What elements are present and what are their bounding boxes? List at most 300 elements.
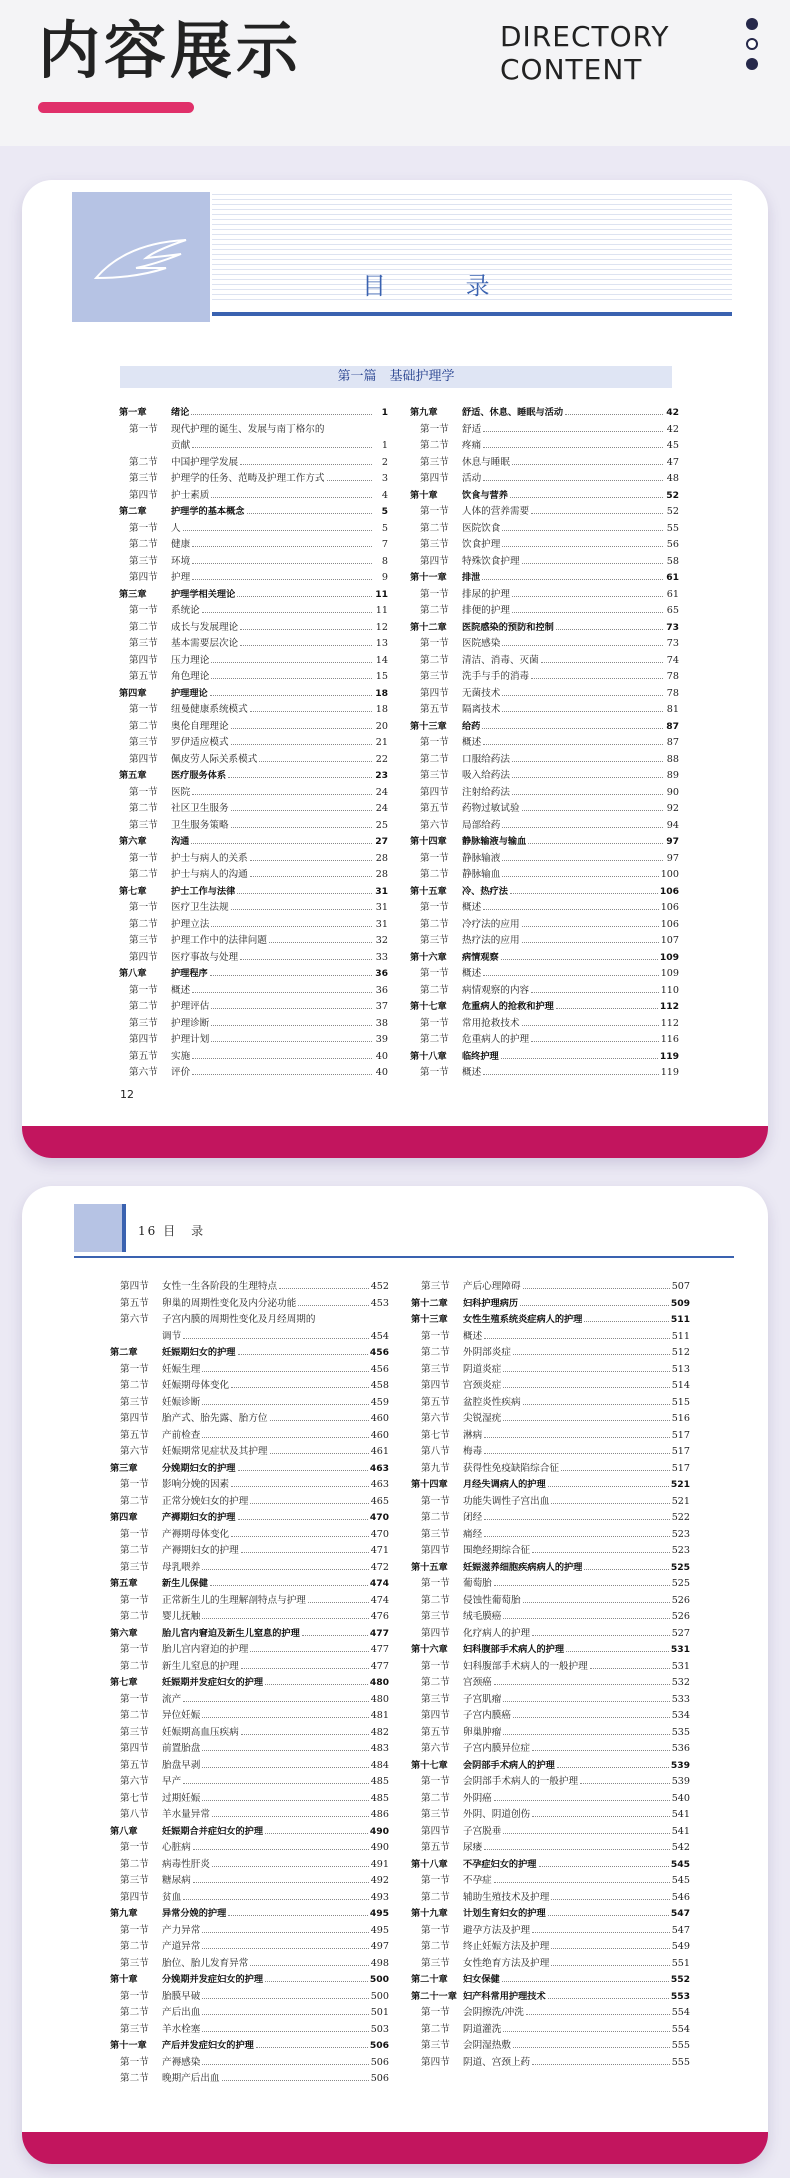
toc-page: 48	[666, 473, 679, 484]
toc-chapter-row	[110, 1972, 389, 1989]
header-rule	[74, 1256, 734, 1258]
toc-section-row	[410, 1032, 679, 1049]
toc-label: 第五节	[129, 1050, 158, 1062]
toc-title: 饮食与营养	[462, 489, 508, 501]
toc-section-row	[110, 1593, 389, 1610]
toc-section-row	[411, 1923, 690, 1940]
toc-page: 23	[375, 770, 388, 781]
toc-label: 第二节	[120, 1611, 149, 1622]
toc-title: 概述	[462, 737, 482, 748]
toc-title: 女性生殖系统炎症病人的护理	[463, 1314, 583, 1325]
toc-label: 第三节	[120, 2023, 149, 2035]
toc-chapter-row	[110, 1626, 389, 1643]
toc-title: 获得性免疫缺陷综合征	[463, 1462, 559, 1474]
toc-label: 第十三章	[411, 1314, 448, 1325]
toc-section-row	[410, 900, 679, 917]
toc-page: 495	[370, 1924, 389, 1936]
toc-leader	[241, 1552, 369, 1553]
toc-label: 第十七章	[411, 1759, 448, 1771]
toc-page: 459	[370, 1396, 389, 1408]
toc-title: 注射给药法	[462, 786, 510, 798]
toc-page: 525	[670, 1561, 690, 1573]
toc-label: 第四节	[129, 572, 158, 583]
toc-label: 第一节	[421, 1495, 450, 1507]
toc-leader	[265, 1981, 368, 1982]
toc-page: 453	[370, 1297, 389, 1309]
toc-title: 活动	[462, 473, 482, 484]
toc-label: 第四节	[420, 473, 449, 484]
toc-section-row	[119, 488, 388, 505]
toc-title: 护理	[171, 572, 191, 583]
toc-section-row	[119, 818, 388, 835]
toc-title: 实施	[171, 1050, 191, 1062]
pager-dot	[746, 58, 758, 70]
toc-section-row	[110, 1873, 389, 1890]
toc-section-row	[119, 537, 388, 554]
toc-page: 58	[666, 555, 679, 567]
toc-leader	[269, 942, 372, 943]
toc-leader	[231, 728, 372, 729]
toc-title: 新生儿保健	[162, 1578, 208, 1589]
part-title: 第一篇 基础护理学	[120, 366, 672, 388]
toc-leader	[250, 876, 372, 877]
toc-leader	[482, 728, 663, 729]
toc-page: 500	[369, 1974, 389, 1985]
toc-page: 119	[660, 1067, 679, 1078]
toc-leader	[484, 1453, 670, 1454]
toc-title: 危重病人的护理	[462, 1034, 530, 1045]
toc-label: 第六节	[129, 1067, 158, 1078]
toc-title: 正常分娩妇女的护理	[162, 1495, 249, 1507]
toc-page: 525	[671, 1578, 690, 1589]
toc-label: 第三节	[421, 1363, 450, 1375]
toc-title: 护理工作中的法律问题	[171, 935, 267, 946]
toc-page: 554	[671, 2007, 690, 2018]
toc-leader	[503, 1387, 669, 1388]
toc-title: 洗手与手的消毒	[462, 671, 530, 682]
toc-title: 局部给药	[462, 819, 501, 831]
toc-section-row	[411, 1791, 690, 1808]
toc-label: 第二节	[120, 1660, 149, 1672]
toc-leader	[531, 678, 663, 679]
toc-section-row	[110, 1807, 389, 1824]
toc-label: 第三节	[129, 473, 158, 484]
toc-section-row	[119, 851, 388, 868]
toc-chapter-row	[411, 1758, 690, 1775]
toc-page: 28	[375, 852, 388, 864]
toc-page: 452	[370, 1281, 389, 1292]
toc-title: 胎产式、胎先露、胎方位	[162, 1413, 268, 1424]
toc-label: 第四节	[420, 786, 449, 798]
toc-label: 第四节	[129, 1034, 158, 1045]
toc-label: 第一节	[420, 506, 449, 517]
toc-leader	[502, 546, 663, 547]
toc-leader	[270, 1453, 369, 1454]
toc-section-row	[110, 1444, 389, 1461]
toc-section-row	[110, 1857, 389, 1874]
toc-leader	[532, 1932, 670, 1933]
toc-section-row	[110, 1939, 389, 1956]
toc-title: 概述	[462, 902, 482, 913]
toc-section-row	[411, 1576, 690, 1593]
toc-page: 461	[370, 1446, 389, 1457]
toc-label: 第三节	[129, 638, 158, 649]
toc-title: 医院	[171, 786, 191, 798]
toc-leader	[548, 1998, 669, 1999]
toc-page: 526	[671, 1611, 690, 1622]
pager-dots	[746, 18, 758, 78]
toc-label: 第十七章	[410, 1001, 447, 1012]
toc-section-row	[411, 1659, 690, 1676]
book-page-2	[22, 1186, 768, 2164]
toc-title: 医院饮食	[462, 522, 501, 534]
toc-section-row	[410, 537, 679, 554]
toc-leader	[192, 1074, 372, 1075]
toc-leader	[193, 1849, 369, 1850]
toc-title: 分娩期妇女的护理	[162, 1462, 236, 1474]
toc-section-row	[119, 1065, 388, 1082]
toc-label: 第一节	[420, 737, 449, 748]
toc-label: 第二节	[129, 456, 158, 468]
toc-title: 病毒性肝炎	[162, 1858, 210, 1870]
toc-page: 554	[671, 2023, 690, 2035]
toc-label: 第二章	[110, 1347, 138, 1358]
toc-leader	[483, 744, 663, 745]
toc-page: 78	[666, 671, 679, 682]
toc-label: 第二节	[129, 621, 158, 633]
toc-label: 第一节	[420, 852, 449, 864]
toc-page: 555	[671, 2040, 690, 2051]
toc-title: 月经失调病人的护理	[463, 1479, 546, 1490]
toc-page: 456	[369, 1347, 389, 1358]
toc-section-row	[411, 2055, 690, 2072]
toc-title: 妊娠期常见症状及其护理	[162, 1446, 268, 1457]
toc-title: 影响分娩的因素	[162, 1479, 230, 1490]
toc-leader	[202, 1618, 368, 1619]
toc-label: 第二节	[120, 1545, 149, 1556]
toc-section-row	[410, 966, 679, 983]
toc-title: 妊娠期母体变化	[162, 1380, 230, 1391]
toc-section-row	[110, 1411, 389, 1428]
toc-page: 33	[375, 951, 388, 963]
toc-title: 静脉输液	[462, 852, 501, 864]
toc-page: 545	[670, 1858, 690, 1870]
toc-leader	[211, 662, 372, 663]
toc-page: 555	[671, 2056, 690, 2068]
toc-title: 产褥期妇女的护理	[162, 1545, 239, 1556]
toc-title: 产褥期妇女的护理	[162, 1512, 236, 1523]
toc-page: 506	[370, 2056, 389, 2068]
toc-label: 第十九章	[411, 1908, 448, 1919]
toc-section-row	[110, 1279, 389, 1296]
toc-leader	[202, 1404, 368, 1405]
toc-leader	[526, 2014, 670, 2015]
toc-page: 107	[660, 935, 679, 946]
pager-dot	[746, 18, 758, 30]
toc-label: 第一节	[421, 2007, 450, 2018]
wing-logo-icon	[86, 238, 196, 288]
toc-title: 健康	[171, 539, 191, 550]
toc-page: 481	[370, 1710, 389, 1721]
toc-page: 549	[671, 1941, 690, 1952]
toc-title: 产前检查	[162, 1429, 201, 1441]
toc-title: 外阴、阴道创伤	[463, 1809, 531, 1820]
toc-leader	[522, 926, 659, 927]
toc-page: 92	[666, 803, 679, 814]
toc-leader	[520, 1305, 669, 1306]
toc-label: 第三节	[129, 555, 158, 567]
toc-label: 第五节	[420, 803, 449, 814]
toc-leader	[240, 629, 372, 630]
toc-leader	[483, 431, 663, 432]
toc-section-row	[110, 1725, 389, 1742]
toc-section-row	[410, 851, 679, 868]
toc-section-row	[110, 1708, 389, 1725]
toc-section-row	[410, 785, 679, 802]
toc-leader	[247, 513, 373, 514]
toc-title: 医院感染	[462, 638, 501, 649]
toc-leader	[503, 1420, 669, 1421]
toc-label: 第四节	[120, 1743, 149, 1754]
toc-leader	[192, 1058, 372, 1059]
toc-title: 特殊饮食护理	[462, 555, 520, 567]
toc-title: 调节	[162, 1330, 182, 1342]
toc-title: 阴道、宫颈上药	[463, 2056, 531, 2068]
toc-leader	[202, 1932, 368, 1933]
toc-leader	[590, 1668, 670, 1669]
toc-title: 会阴擦洗/冲洗	[463, 2007, 524, 2018]
toc-title: 子宫内膜的周期性变化及月经周期的	[162, 1314, 316, 1325]
toc-page: 31	[375, 918, 388, 930]
toc-section-row	[410, 587, 679, 604]
toc-leader	[231, 1387, 369, 1388]
toc-page: 106	[660, 918, 679, 930]
toc-page: 106	[659, 885, 679, 897]
toc-columns	[119, 405, 679, 1082]
toc-title: 胎膜早破	[162, 1990, 201, 2002]
toc-leader	[494, 1585, 670, 1586]
toc-section-row	[410, 686, 679, 703]
toc-title: 成长与发展理论	[171, 621, 239, 633]
toc-section-row	[411, 1362, 690, 1379]
toc-leader	[522, 942, 659, 943]
toc-leader	[231, 909, 372, 910]
toc-title: 中国护理学发展	[171, 456, 239, 468]
toc-title: 功能失调性子宫出血	[463, 1495, 550, 1507]
toc-label: 第一节	[120, 2056, 149, 2068]
toc-leader	[279, 1288, 369, 1289]
toc-page: 90	[666, 786, 679, 798]
toc-title: 异常分娩的护理	[162, 1908, 227, 1919]
toc-page: 25	[375, 819, 388, 831]
header-english	[500, 20, 669, 86]
toc-page: 38	[375, 1017, 388, 1029]
toc-leader	[241, 1734, 369, 1735]
toc-label: 第三节	[120, 1957, 149, 1969]
toc-page: 109	[659, 951, 679, 963]
toc-page: 78	[666, 687, 679, 699]
toc-page: 97	[666, 852, 679, 864]
toc-section-row	[119, 554, 388, 571]
toc-title: 围绝经期综合征	[463, 1545, 531, 1556]
toc-title: 子宫内膜异位症	[463, 1743, 531, 1754]
toc-label: 第三节	[421, 1611, 450, 1622]
toc-section-row	[410, 1016, 679, 1033]
toc-page: 18	[375, 687, 388, 699]
toc-title: 人	[171, 522, 181, 534]
toc-page: 506	[369, 2040, 389, 2051]
toc-page: 4	[381, 489, 388, 501]
toc-title: 产后心理障碍	[463, 1281, 521, 1292]
toc-label: 第八节	[120, 1809, 149, 1820]
toc-page: 477	[369, 1627, 389, 1639]
toc-label: 第三章	[110, 1462, 138, 1474]
toc-title: 产道异常	[162, 1941, 201, 1952]
toc-leader	[483, 1074, 659, 1075]
toc-label: 第一节	[420, 1067, 449, 1078]
toc-title: 静脉输液与输血	[462, 836, 527, 847]
toc-label: 第一节	[420, 902, 449, 913]
toc-section-row	[411, 2005, 690, 2022]
toc-title: 护理学相关理论	[171, 588, 236, 600]
toc-title: 妇科腹部手术病人的一般护理	[463, 1660, 588, 1672]
toc-section-row	[119, 471, 388, 488]
toc-section-row	[410, 917, 679, 934]
toc-title: 羊水栓塞	[162, 2023, 201, 2035]
toc-leader	[551, 1899, 669, 1900]
toc-label: 第六节	[120, 1776, 149, 1787]
toc-label: 第一节	[120, 1693, 149, 1705]
toc-label: 第二节	[129, 1001, 158, 1012]
toc-label: 第二节	[420, 522, 449, 534]
toc-title: 病情观察的内容	[462, 984, 530, 996]
toc-section-row	[119, 801, 388, 818]
toc-section-row	[119, 636, 388, 653]
toc-title: 概述	[463, 1330, 483, 1342]
toc-title: 盆腔炎性疾病	[463, 1396, 521, 1408]
toc-label: 第二节	[420, 918, 449, 930]
toc-section-row	[110, 1543, 389, 1560]
toc-title: 流产	[162, 1693, 182, 1705]
toc-title: 妇女保健	[463, 1974, 500, 1985]
toc-title: 基本需要层次论	[171, 638, 239, 649]
toc-section-row	[410, 768, 679, 785]
toc-page: 517	[671, 1446, 690, 1457]
toc-leader	[202, 1371, 368, 1372]
toc-page: 480	[370, 1693, 389, 1705]
toc-title: 护士工作与法律	[171, 885, 236, 897]
toc-page: 486	[370, 1809, 389, 1820]
toc-leader	[211, 497, 372, 498]
toc-leader	[512, 794, 663, 795]
toc-label: 第一节	[421, 1660, 450, 1672]
toc-leader	[265, 1833, 368, 1834]
toc-page: 483	[370, 1743, 389, 1754]
toc-section-row	[411, 1279, 690, 1296]
toc-section-row	[119, 455, 388, 472]
toc-leader	[241, 1668, 369, 1669]
toc-section-row	[410, 867, 679, 884]
toc-label: 第一节	[421, 1578, 450, 1589]
toc-label: 第二节	[421, 1677, 450, 1688]
toc-page: 5	[381, 506, 388, 517]
toc-section-row	[410, 1065, 679, 1082]
toc-title: 过期妊娠	[162, 1792, 201, 1804]
toc-page: 491	[370, 1858, 389, 1870]
toc-page: 24	[375, 803, 388, 814]
toc-section-row	[119, 867, 388, 884]
toc-title: 化疗病人的护理	[463, 1627, 531, 1639]
toc-section-row	[119, 785, 388, 802]
toc-label: 第三节	[420, 456, 449, 468]
toc-chapter-row	[410, 950, 679, 967]
toc-section-row	[410, 653, 679, 670]
toc-section-row	[110, 1989, 389, 2006]
toc-label: 第二节	[129, 869, 158, 880]
toc-label: 第三节	[129, 737, 158, 748]
toc-section-row	[411, 1873, 690, 1890]
toc-page: 74	[666, 654, 679, 666]
toc-page: 97	[666, 836, 679, 847]
toc-section-row	[411, 1890, 690, 1907]
toc-page: 531	[670, 1644, 690, 1655]
toc-page: 7	[381, 539, 388, 550]
toc-leader	[237, 893, 372, 894]
toc-title: 概述	[462, 968, 482, 979]
toc-label: 第一节	[129, 704, 158, 715]
toc-label: 第四节	[120, 1413, 149, 1424]
toc-leader	[240, 645, 372, 646]
toc-chapter-row	[411, 1312, 690, 1329]
toc-label: 第三节	[120, 1875, 149, 1886]
toc-section-row	[410, 438, 679, 455]
toc-section-row	[411, 1593, 690, 1610]
toc-title: 贡献	[171, 440, 191, 451]
header-en-line1: DIRECTORY	[500, 20, 670, 53]
toc-title: 系统论	[171, 605, 200, 616]
toc-leader	[191, 414, 372, 415]
toc-label: 第三节	[421, 1281, 450, 1292]
toc-section-row	[410, 801, 679, 818]
toc-section-row	[410, 735, 679, 752]
toc-leader	[494, 1882, 670, 1883]
toc-label: 第七节	[120, 1792, 149, 1804]
toc-page: 517	[671, 1462, 690, 1474]
toc-section-row	[119, 1016, 388, 1033]
toc-leader	[501, 959, 658, 960]
toc-section-row	[119, 933, 388, 950]
toc-label: 第四节	[129, 951, 158, 963]
toc-leader	[503, 1618, 669, 1619]
toc-leader	[523, 1602, 670, 1603]
toc-leader	[565, 414, 663, 415]
toc-label: 第一节	[421, 1924, 450, 1936]
toc-chapter-row	[110, 1510, 389, 1527]
toc-title: 护士素质	[171, 489, 210, 501]
toc-leader	[210, 975, 372, 976]
toc-title: 产后出血	[162, 2007, 201, 2018]
toc-label: 第四节	[421, 1380, 450, 1391]
toc-leader	[501, 1058, 658, 1059]
toc-label: 第五节	[420, 704, 449, 715]
toc-page: 495	[369, 1908, 389, 1919]
toc-title: 医疗服务体系	[171, 770, 227, 781]
toc-chapter-row	[410, 719, 679, 736]
toc-page: 87	[666, 720, 679, 732]
toc-section-row	[411, 1345, 690, 1362]
toc-title: 环境	[171, 555, 191, 567]
toc-title: 侵蚀性葡萄胎	[463, 1594, 521, 1606]
